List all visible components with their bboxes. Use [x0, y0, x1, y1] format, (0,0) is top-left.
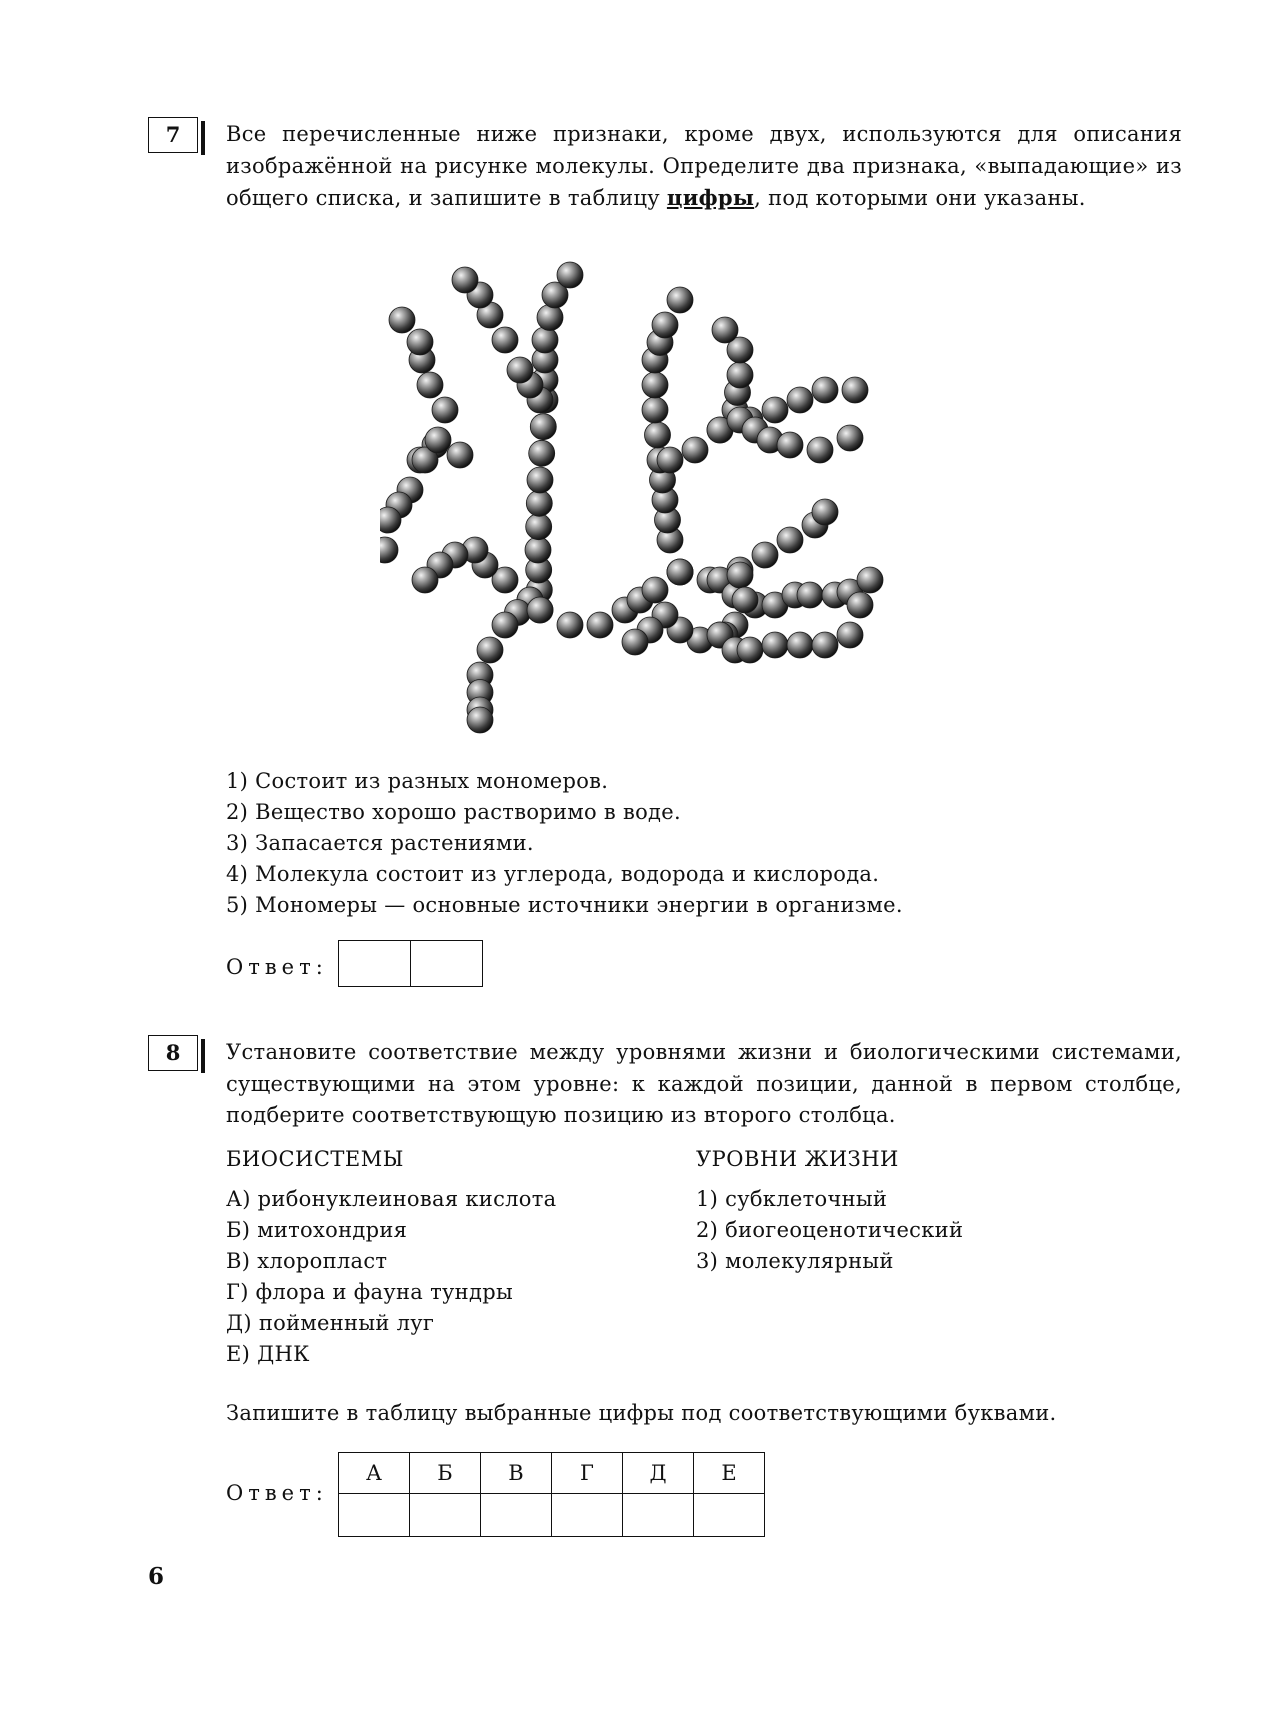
q8-header-b: Б — [410, 1453, 481, 1494]
q8-answer-cell-d[interactable] — [623, 1494, 694, 1537]
biosystem-e: Е) ДНК — [226, 1342, 310, 1366]
q8-header-d: Д — [623, 1453, 694, 1494]
level-1: 1) субклеточный — [696, 1187, 888, 1211]
monomer-bead — [526, 514, 552, 540]
page-number: 6 — [148, 1563, 165, 1590]
monomer-bead — [642, 397, 668, 423]
monomer-bead — [712, 317, 738, 343]
monomer-bead — [477, 637, 503, 663]
monomer-bead — [777, 527, 803, 553]
starch-molecule-figure — [380, 250, 960, 740]
monomer-bead — [557, 262, 583, 288]
monomer-bead — [857, 567, 883, 593]
option-3: 3) Запасается растениями. — [226, 831, 534, 855]
level-3: 3) молекулярный — [696, 1249, 894, 1273]
monomer-bead — [667, 287, 693, 313]
question-8-number: 8 — [148, 1035, 198, 1071]
monomer-bead — [452, 267, 478, 293]
monomer-bead — [777, 432, 803, 458]
monomer-bead — [837, 622, 863, 648]
monomer-bead — [657, 447, 683, 473]
monomer-bead — [737, 637, 763, 663]
monomer-bead — [752, 542, 778, 568]
monomer-bead — [492, 327, 518, 353]
biosystem-a: А) рибонуклеиновая кислота — [226, 1187, 557, 1211]
monomer-bead — [407, 329, 433, 355]
q7-answer-table — [338, 940, 483, 987]
monomer-bead — [642, 372, 668, 398]
monomer-bead — [467, 707, 493, 733]
monomer-bead — [645, 422, 671, 448]
q8-header-a: А — [339, 1453, 410, 1494]
biosystem-b: Б) митохондрия — [226, 1218, 408, 1242]
monomer-bead — [732, 587, 758, 613]
life-levels-heading: УРОВНИ ЖИЗНИ — [696, 1147, 899, 1171]
biosystem-v: В) хлоропласт — [226, 1249, 388, 1273]
monomer-bead — [529, 440, 555, 466]
q7-answer-label: Ответ: — [226, 955, 328, 979]
monomer-bead — [425, 427, 451, 453]
monomer-bead — [432, 397, 458, 423]
monomer-bead — [812, 632, 838, 658]
option-1: 1) Состоит из разных мономеров. — [226, 769, 609, 793]
q8-answer-cell-g[interactable] — [552, 1494, 623, 1537]
monomer-bead — [807, 437, 833, 463]
option-4: 4) Молекула состоит из углерода, водорода и кислорода. — [226, 862, 880, 886]
monomer-bead — [682, 437, 708, 463]
option-2: 2) Вещество хорошо растворимо в воде. — [226, 800, 681, 824]
monomer-bead — [842, 377, 868, 403]
q8-header-v: В — [481, 1453, 552, 1494]
biosystems-heading: БИОСИСТЕМЫ — [226, 1147, 404, 1171]
monomer-bead — [587, 612, 613, 638]
q8-answer-label: Ответ: — [226, 1481, 328, 1505]
level-2: 2) биогеоценотический — [696, 1218, 964, 1242]
monomer-bead — [787, 632, 813, 658]
monomer-bead — [762, 397, 788, 423]
q8-answer-cell-e[interactable] — [694, 1494, 765, 1537]
monomer-bead — [380, 537, 398, 563]
question-7-text: Все перечисленные ниже признаки, кроме двух, используются для описания изображённой на рисунке молекулы. Определите два признака, «выпадающие» из общего списка, и запишите в таблицу цифры, под которыми они указаны. — [226, 122, 1182, 210]
q8-instruction: Запишите в таблицу выбранные цифры под соответствующими буквами. — [226, 1401, 1057, 1425]
monomer-bead — [417, 372, 443, 398]
monomer-bead — [642, 577, 668, 603]
monomer-bead — [667, 559, 693, 585]
monomer-bead — [526, 490, 552, 516]
monomer-bead — [652, 312, 678, 338]
q8-answer-table — [338, 1452, 765, 1537]
monomer-bead — [507, 357, 533, 383]
monomer-bead — [812, 499, 838, 525]
monomer-bead — [412, 567, 438, 593]
q8-answer-cell-v[interactable] — [481, 1494, 552, 1537]
monomer-bead — [389, 307, 415, 333]
monomer-bead — [525, 537, 551, 563]
monomer-bead — [727, 362, 753, 388]
q8-header-g: Г — [552, 1453, 623, 1494]
biosystem-d: Д) пойменный луг — [226, 1311, 435, 1335]
monomer-bead — [492, 612, 518, 638]
question-7-number: 7 — [148, 117, 198, 153]
monomer-bead — [530, 414, 556, 440]
monomer-bead — [527, 597, 553, 623]
q7-answer-cell-2[interactable] — [411, 941, 483, 987]
q7-answer-cell-1[interactable] — [339, 941, 411, 987]
monomer-bead — [812, 377, 838, 403]
monomer-bead — [787, 387, 813, 413]
monomer-bead — [837, 425, 863, 451]
question-8-text: Установите соответствие между уровнями жизни и биологическими системами, существующими на этом уровне: к каждой позиции, данной в первом столбце, подберите соответствующую позицию из второго столбца. — [226, 1040, 1182, 1127]
monomer-bead — [537, 305, 563, 331]
monomer-bead — [447, 442, 473, 468]
q8-answer-cell-b[interactable] — [410, 1494, 481, 1537]
q8-header-e: Е — [694, 1453, 765, 1494]
monomer-bead — [532, 327, 558, 353]
monomer-bead — [762, 632, 788, 658]
biosystem-g: Г) флора и фауна тундры — [226, 1280, 513, 1304]
emphasis-digits: цифры — [666, 185, 755, 210]
monomer-bead — [847, 592, 873, 618]
monomer-bead — [727, 562, 753, 588]
monomer-bead — [622, 629, 648, 655]
monomer-bead — [527, 467, 553, 493]
monomer-bead — [557, 612, 583, 638]
monomer-bead — [797, 582, 823, 608]
option-5: 5) Мономеры — основные источники энергии в организме. — [226, 893, 903, 917]
q8-answer-cell-a[interactable] — [339, 1494, 410, 1537]
